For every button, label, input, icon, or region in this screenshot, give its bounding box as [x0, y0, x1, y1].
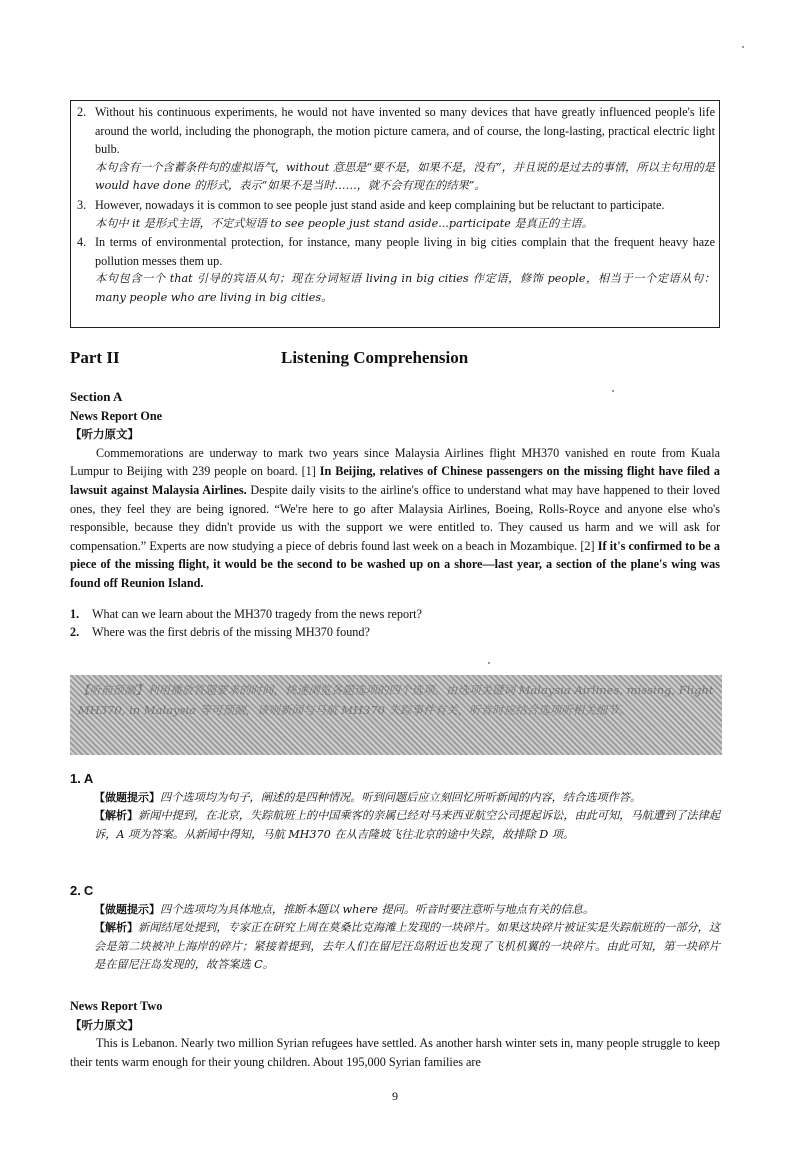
answer-letter: A [83, 771, 94, 786]
answer-number: 2. [70, 883, 81, 898]
answer-explanation [70, 807, 720, 844]
explanation-text: 新闻结尾处提到，专家正在研究上周在莫桑比克海滩上发现的一块碎片。如果这块碎片被证实是失踪航班的一部分，这会是第二块被冲上海岸的碎片；紧接着提到，去年人们在留尼汪岛附近也发现了飞机机翼的一块碎片。由此可知，第一块碎片是在留尼汪岛发现的，故答案选 C。 [94, 921, 721, 972]
page-number: 9 [392, 1089, 398, 1103]
transcript-key-sentence: If it's confirmed to be a piece of the missing flight, it would be the second to be washed up on a shore—last year, a section of the plane's wing was found off Reunion Island. [70, 538, 720, 590]
transcript-text: Despite daily visits to the airline's office to understand what may have happened to their loved ones, they feel they are being ignored. “We're here to go after Malaysia Airlines, Boeing, Rolls-Royce and anyone else who's responsible, because they didn't provide us with the support we were entitled to. They caused us harm and we will ask for compensation.” Experts are now studying a piece of debris found last week on a beach in Mozambique. [2] [70, 482, 720, 553]
news-report-one [70, 388, 720, 642]
item-english: However, nowadays it is common to see people just stand aside and keep complaining but be reluctant to participate. [95, 197, 665, 212]
item-chinese-note: 本句含有一个含蓄条件句的虚拟语气，without 意思是“要不是，如果不是，没有”，并且说的是过去的事情，所以主句用的是 would have done 的形式，表示“如果不是当时……，就不会有现在的结果”。 [95, 160, 715, 193]
hint-text: 四个选项均为具体地点，推断本题以 where 提问。听音时要注意听与地点有关的信息。 [160, 902, 595, 916]
answer-block-1 [70, 770, 720, 844]
analysis-item-3 [77, 196, 715, 233]
question-number: 1. [70, 606, 80, 621]
part-number: Part II [70, 348, 120, 367]
transcript-text: Commemorations are underway to mark two years since Malaysia Airlines flight MH370 vanished en route from Kuala Lumpur to Beijing with 239 people on board. [1] [70, 445, 720, 479]
scan-speck [612, 390, 614, 392]
item-chinese-note: 本句中 it 是形式主语，不定式短语 to see people just stand aside...participate 是真正的主语。 [95, 216, 593, 230]
preview-text: 【听前预测】利用播放答题要求的时间，快速浏览各题选项的四个选项。由选项关键词 Malaysia Airlines, missing, Flight MH370, in Malaysia 等可预测，该则新闻与马航 MH370 失踪事件有关，听音时应结合选项听相关细节。 [78, 683, 714, 717]
news-report-title: News Report Two [70, 999, 163, 1013]
item-number: 2. [77, 105, 87, 119]
question-item [70, 605, 720, 624]
answer-hint [70, 789, 720, 808]
part-title: Listening Comprehension [281, 348, 469, 367]
analysis-item-4 [77, 233, 715, 307]
news-report-two [70, 997, 720, 1071]
analysis-item-2 [77, 103, 715, 196]
item-english: In terms of environmental protection, for instance, many people living in big cities complain that the frequent heavy haze pollution messes them up. [95, 235, 715, 268]
hint-label: 【做题提示】 [94, 902, 160, 916]
transcript-tag: 【听力原文】 [70, 1017, 139, 1032]
explanation-text: 新闻中提到，在北京，失踪航班上的中国乘客的亲属已经对马来西亚航空公司提起诉讼，由此可知，马航遭到了法律起诉，A 项为答案。从新闻中得知，马航 MH370 在从吉隆坡飞往北京的途中失踪，故排除 D 项。 [94, 809, 721, 841]
item-number: 4. [77, 235, 87, 250]
answer-letter: C [83, 883, 94, 898]
transcript-paragraph [70, 444, 720, 593]
answer-number: 1. [70, 771, 81, 786]
item-english: Without his continuous experiments, he would not have invented so many devices that have greatly influenced people's life around the world, including the phonograph, the motion picture camera, and of course, the long-lasting, practical electric light bulb. [95, 105, 715, 157]
answer-explanation [70, 919, 720, 975]
transcript-tag: 【听力原文】 [70, 427, 139, 442]
question-item [70, 623, 720, 642]
question-text: Where was the first debris of the missing MH370 found? [92, 625, 370, 640]
hint-text: 四个选项均为句子，阐述的是四种情况。听到问题后应立刻回忆所听新闻的内容，结合选项作答。 [160, 790, 642, 804]
question-number: 2. [70, 625, 80, 640]
scan-speck [742, 46, 744, 48]
part-heading [70, 348, 720, 372]
scan-speck [488, 662, 490, 664]
section-heading: Section A [70, 389, 123, 404]
answer-block-2 [70, 882, 720, 975]
question-text: What can we learn about the MH370 tragedy from the news report? [92, 606, 422, 621]
sentence-analysis-box [70, 100, 720, 328]
explanation-label: 【解析】 [94, 921, 139, 935]
explanation-label: 【解析】 [94, 809, 139, 823]
item-number: 3. [77, 197, 87, 212]
answer-hint [70, 901, 720, 920]
transcript-paragraph: This is Lebanon. Nearly two million Syrian refugees have settled. As another harsh winter sets in, many people struggle to keep their tents warm enough for their young children. About 195,000 Syrian families are [70, 1036, 720, 1069]
transcript-key-sentence: In Beijing, relatives of Chinese passengers on the missing flight have filed a lawsuit against Malaysia Airlines. [70, 464, 720, 497]
hint-label: 【做题提示】 [94, 790, 160, 804]
item-chinese-note: 本句包含一个 that 引导的宾语从句；现在分词短语 living in big cities 作定语，修饰 people，相当于一个定语从句：many people who are living in big cities。 [95, 272, 715, 304]
news-report-title: News Report One [70, 408, 163, 423]
